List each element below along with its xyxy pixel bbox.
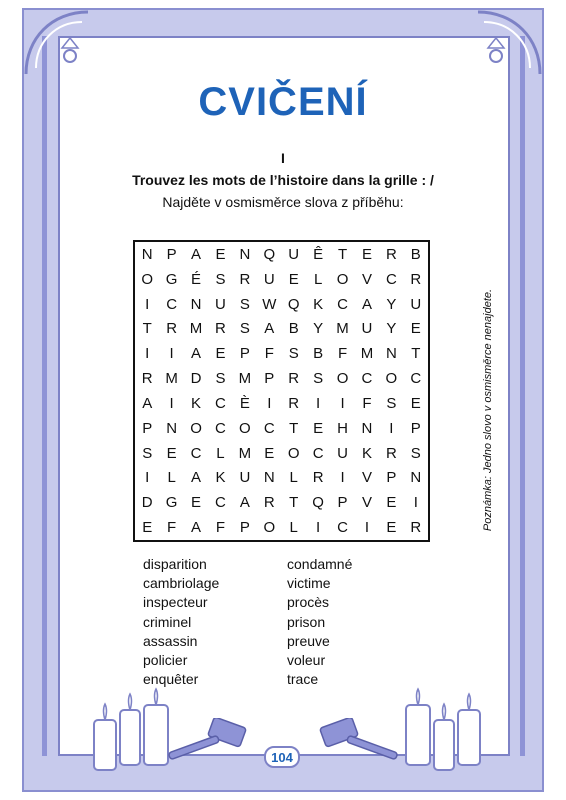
word-list-right (287, 555, 352, 689)
grid-cell: I (389, 419, 394, 437)
frame-stripe-left (42, 36, 47, 756)
grid-cell: I (145, 469, 150, 487)
grid-cell: Ê (313, 245, 324, 263)
grid-cell: P (166, 245, 177, 263)
grid-cell: E (410, 320, 421, 338)
grid-cell: C (410, 370, 422, 388)
grid-cell: D (190, 370, 202, 388)
grid-cell: O (239, 419, 251, 437)
grid-cell: R (141, 370, 153, 388)
word-item: condamné (287, 556, 353, 572)
grid-cell: Q (312, 494, 324, 512)
grid-cell: O (336, 370, 349, 388)
exercise-number: I (281, 150, 285, 166)
grid-cell: P (142, 419, 153, 437)
grid-cell: R (166, 320, 178, 338)
grid-cell: S (142, 444, 153, 462)
grid-cell: L (289, 519, 298, 537)
grid-cell: V (361, 494, 372, 512)
corner-ornament-icon (22, 8, 92, 78)
grid-cell: U (239, 469, 251, 487)
grid-cell: A (191, 519, 202, 537)
grid-cell: I (413, 494, 418, 512)
grid-cell: U (337, 444, 348, 462)
grid-cell: I (364, 519, 370, 537)
grid-cell: F (337, 345, 348, 363)
grid-cell: S (386, 394, 397, 412)
instruction-french: Trouvez les mots de l’histoire dans la grille : / (132, 172, 434, 188)
grid-cell: U (263, 270, 275, 288)
word-item: preuve (287, 632, 330, 649)
grid-cell: E (191, 494, 202, 512)
grid-cell: E (264, 444, 275, 462)
grid-cell: F (362, 394, 372, 412)
grid-cell: S (410, 444, 421, 462)
word-item: prison (287, 613, 326, 630)
grid-cell: A (191, 469, 202, 487)
grid-cell: C (190, 444, 202, 462)
word-item: victime (287, 575, 331, 592)
grid-cell: T (337, 245, 348, 263)
grid-cell: O (141, 270, 154, 288)
grid-cell: R (263, 494, 275, 512)
grid-cell: V (361, 469, 372, 487)
grid-cell: I (267, 394, 272, 412)
grid-cell: A (361, 295, 372, 313)
word-item: cambriolage (143, 575, 220, 592)
grid-cell: C (385, 270, 397, 288)
grid-cell: I (145, 295, 150, 313)
grid-cell: O (336, 270, 349, 288)
grid-cell: N (239, 245, 251, 263)
grid-cell: K (361, 444, 372, 462)
grid-cell: N (385, 345, 397, 363)
grid-cell: R (288, 370, 300, 388)
grid-cell: S (215, 270, 226, 288)
grid-cell: Q (263, 245, 276, 263)
frame-stripe-right (520, 36, 525, 756)
grid-cell: I (169, 345, 174, 363)
word-search-grid (133, 240, 430, 542)
grid-cell: H (337, 419, 348, 437)
grid-cell: R (215, 320, 226, 338)
grid-cell: T (142, 320, 152, 338)
grid-cell: B (313, 345, 324, 363)
grid-cell: P (264, 370, 275, 388)
word-list-left (143, 555, 219, 689)
grid-cell: L (216, 444, 225, 462)
grid-cell: A (142, 394, 153, 412)
word-item: criminel (143, 613, 192, 630)
grid-cell: P (386, 469, 397, 487)
grid-cell: P (239, 519, 250, 537)
grid-cell: E (215, 245, 226, 263)
grid-cell: U (215, 295, 226, 313)
grid-cell: S (239, 320, 250, 338)
word-item: inspecteur (143, 594, 208, 611)
grid-cell: C (166, 295, 178, 313)
grid-cell: È (239, 394, 250, 412)
grid-cell: E (386, 494, 397, 512)
grid-cell: I (145, 345, 150, 363)
grid-cell: U (410, 295, 422, 313)
grid-cell: M (238, 444, 252, 462)
grid-cell: Y (313, 320, 324, 338)
grid-cell: C (337, 519, 348, 537)
grid-cell: R (410, 270, 422, 288)
grid-cell: N (361, 419, 373, 437)
grid-cell: A (191, 345, 202, 363)
grid-cell: L (289, 469, 298, 487)
word-item: policier (143, 652, 188, 669)
grid-cell: R (312, 469, 324, 487)
grid-cell: E (410, 394, 421, 412)
side-note-text: Poznámka: Jedno slovo v osmisměrce nenajdete. (482, 288, 494, 532)
grid-cell: E (166, 444, 177, 462)
grid-cell: C (215, 494, 226, 512)
grid-cell: E (215, 345, 226, 363)
grid-cell: N (190, 295, 202, 313)
page-number: 104 (264, 746, 300, 768)
word-item: disparition (143, 556, 207, 572)
page-title: CVIČENÍ (198, 80, 368, 124)
grid-cell: L (167, 469, 176, 487)
grid-cell: D (141, 494, 153, 512)
grid-cell: S (313, 370, 324, 388)
grid-cell: M (238, 370, 252, 388)
word-item: enquêter (143, 671, 199, 688)
grid-cell: R (385, 245, 397, 263)
corner-ornament-icon (474, 8, 544, 78)
grid-cell: O (385, 370, 398, 388)
grid-cell: R (239, 270, 251, 288)
grid-cell: W (262, 295, 277, 313)
grid-cell: É (191, 270, 202, 288)
grid-cell: N (166, 419, 178, 437)
grid-cell: P (410, 419, 421, 437)
grid-cell: O (263, 519, 276, 537)
grid-cell: E (386, 519, 397, 537)
grid-cell: E (313, 419, 324, 437)
grid-cell: K (191, 394, 202, 412)
grid-cell: T (289, 419, 299, 437)
grid-cell: A (239, 494, 250, 512)
grid-cell: M (336, 320, 349, 338)
grid-cell: O (190, 419, 202, 437)
word-item: assassin (143, 632, 198, 649)
instruction-czech: Najděte v osmisměrce slova z příběhu: (162, 194, 404, 210)
grid-cell: M (360, 345, 374, 363)
grid-cell: Q (287, 295, 300, 313)
grid-cell: C (263, 419, 275, 437)
grid-cell: S (215, 370, 226, 388)
grid-cell: E (361, 245, 372, 263)
grid-cell: N (263, 469, 275, 487)
grid-cell: K (313, 295, 324, 313)
grid-cell: I (340, 469, 345, 487)
grid-cell: E (288, 270, 299, 288)
grid-cell: G (165, 494, 178, 512)
grid-cell: G (165, 270, 178, 288)
grid-cell: I (169, 394, 174, 412)
grid-cell: Y (386, 320, 397, 338)
grid-cell: I (340, 394, 345, 412)
grid-cell: M (165, 370, 178, 388)
grid-cell: R (385, 444, 397, 462)
gavel-right-icon (316, 718, 406, 768)
grid-cell: F (264, 345, 274, 363)
grid-cell: P (239, 345, 250, 363)
gavel-left-icon (160, 718, 250, 768)
grid-cell: A (191, 245, 202, 263)
word-item: procès (287, 594, 330, 611)
grid-cell: C (215, 419, 226, 437)
grid-cell: S (288, 345, 299, 363)
grid-cell: P (337, 494, 348, 512)
grid-cell: I (316, 519, 321, 537)
grid-cell: C (312, 444, 324, 462)
grid-cell: C (215, 394, 226, 412)
grid-cell: I (316, 394, 321, 412)
grid-cell: L (313, 270, 323, 288)
grid-cell: V (361, 270, 372, 288)
grid-cell: N (141, 245, 153, 263)
grid-cell: R (410, 519, 422, 537)
word-item: voleur (287, 652, 326, 669)
grid-cell: E (142, 519, 153, 537)
grid-cell: O (287, 444, 300, 462)
grid-cell: Y (386, 295, 397, 313)
grid-cell: T (289, 494, 299, 512)
grid-cell: T (411, 345, 421, 363)
grid-cell: B (410, 245, 421, 263)
grid-cell: U (288, 245, 300, 263)
grid-cell: C (361, 370, 373, 388)
grid-cell: M (189, 320, 203, 338)
grid-cell: N (410, 469, 422, 487)
grid-cell: U (361, 320, 373, 338)
grid-cell: C (337, 295, 348, 313)
grid-cell: F (215, 519, 226, 537)
grid-cell: K (215, 469, 226, 487)
grid-cell: F (167, 519, 177, 537)
word-item: trace (287, 671, 319, 688)
candles-right-icon (396, 680, 496, 780)
grid-cell: A (264, 320, 275, 338)
grid-cell: B (288, 320, 299, 338)
grid-cell: R (288, 394, 300, 412)
grid-cell: S (239, 295, 250, 313)
